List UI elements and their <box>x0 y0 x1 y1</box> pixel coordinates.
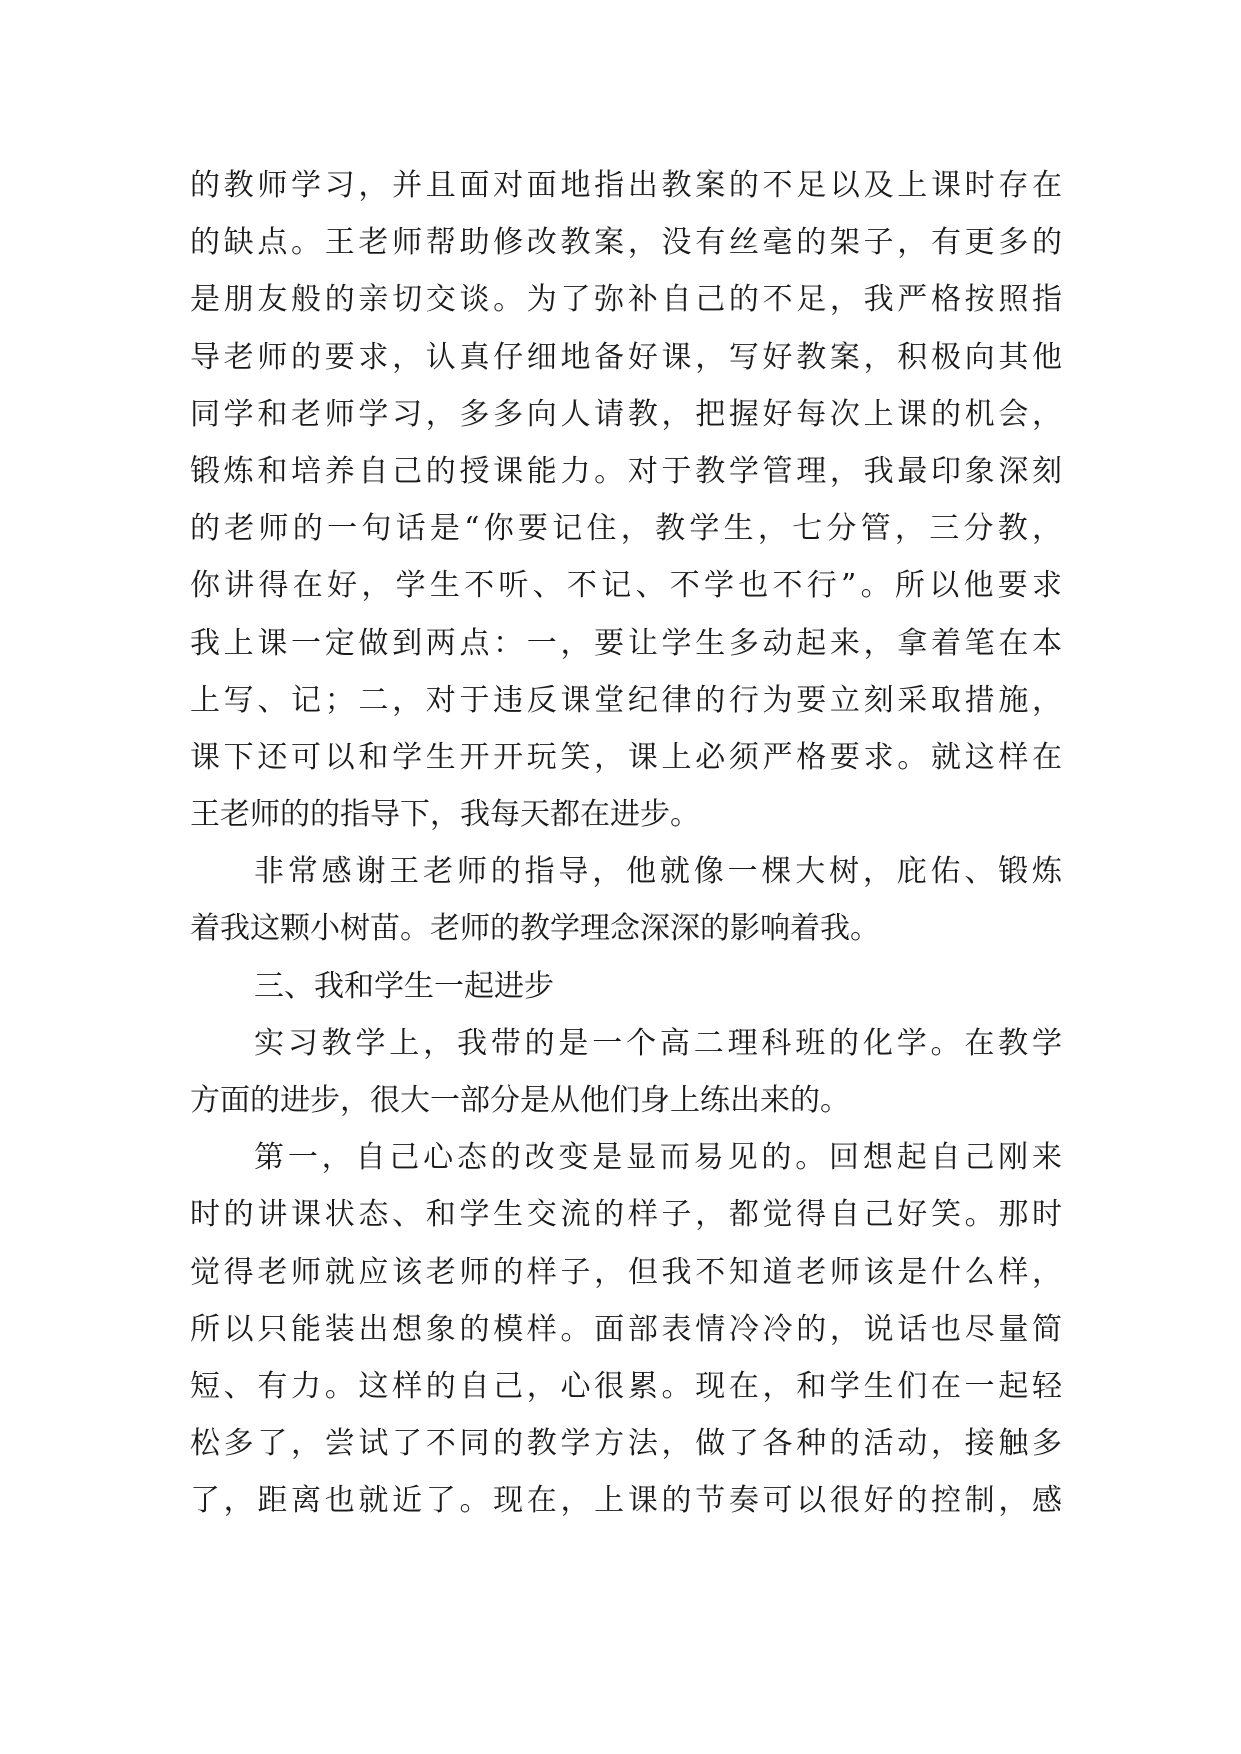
text-line: 王老师的的指导下，我每天都在进步。 <box>190 797 700 833</box>
text-line: 时的讲课状态、和学生交流的样子，都觉得自己好笑。那时 <box>190 1197 1062 1233</box>
text-line: 非常感谢王老师的指导，他就像一棵大树，庇佑、锻炼 <box>254 854 1062 890</box>
text-line: 的缺点。王老师帮助修改教案，没有丝毫的架子，有更多的 <box>190 225 1062 261</box>
text-line: 的教师学习，并且面对面地指出教案的不足以及上课时存在 <box>190 168 1062 203</box>
section-heading: 三、我和学生一起进步 <box>254 968 554 1004</box>
text-line: 锻炼和培养自己的授课能力。对于教学管理，我最印象深刻 <box>190 453 1062 489</box>
body-text <box>190 157 1062 1530</box>
text-line: 觉得老师就应该老师的样子，但我不知道老师该是什么样， <box>190 1254 1062 1290</box>
text-line: 是朋友般的亲切交谈。为了弥补自己的不足，我严格按照指 <box>190 282 1062 318</box>
text-line: 的老师的一句话是“你要记住，教学生，七分管，三分教， <box>190 511 1062 547</box>
text-line: 第一，自己心态的改变是显而易见的。回想起自己刚来 <box>254 1140 1062 1176</box>
text-line: 了，距离也就近了。现在，上课的节奏可以很好的控制，感 <box>190 1483 1062 1519</box>
text-line: 我上课一定做到两点：一，要让学生多动起来，拿着笔在本 <box>190 625 1062 661</box>
text-line: 短、有力。这样的自己，心很累。现在，和学生们在一起轻 <box>190 1368 1062 1404</box>
text-line: 课下还可以和学生开开玩笑，课上必须严格要求。就这样在 <box>190 739 1062 775</box>
text-line: 你讲得在好，学生不听、不记、不学也不行”。所以他要求 <box>190 568 1062 604</box>
text-line: 导老师的要求，认真仔细地备好课，写好教案，积极向其他 <box>190 339 1062 375</box>
text-line: 方面的进步，很大一部分是从他们身上练出来的。 <box>190 1083 850 1118</box>
text-line: 同学和老师学习，多多向人请教，把握好每次上课的机会， <box>190 396 1062 432</box>
text-line: 所以只能装出想象的模样。面部表情冷冷的，说话也尽量简 <box>190 1311 1062 1347</box>
text-line: 松多了，尝试了不同的教学方法，做了各种的活动，接触多 <box>190 1426 1062 1462</box>
text-line: 实习教学上，我带的是一个高二理科班的化学。在教学 <box>254 1025 1062 1061</box>
text-line: 上写、记；二，对于违反课堂纪律的行为要立刻采取措施， <box>190 682 1062 718</box>
text-line: 着我这颗小树苗。老师的教学理念深深的影响着我。 <box>190 911 880 947</box>
